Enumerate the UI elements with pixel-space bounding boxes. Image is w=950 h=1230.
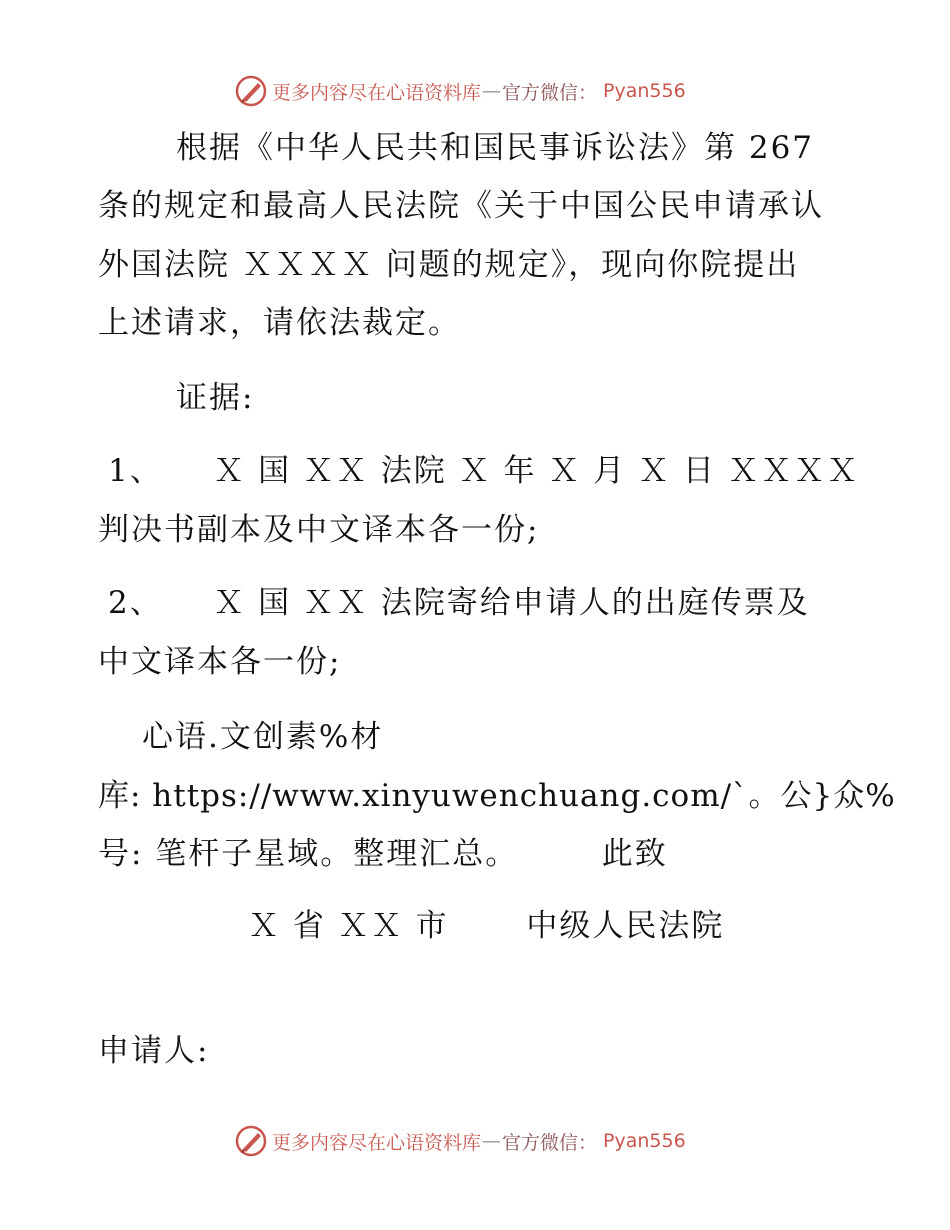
banner-wechat-label: 官方微信： [502, 1131, 598, 1154]
paragraph-line-2: 条的规定和最高人民法院《关于中国公民申请承认 [98, 188, 824, 224]
pen-logo-icon [234, 1124, 268, 1158]
evidence-heading: 证据: [176, 380, 255, 416]
paragraph-line-1: 根据《中华人民共和国民事诉讼法》第 267 [176, 130, 815, 166]
banner-text: 更多内容尽在心语资料库 [272, 1131, 482, 1154]
footer-watermark [234, 1124, 686, 1158]
evidence-item-1-line-2: 判决书副本及中文译本各一份; [98, 512, 540, 548]
paragraph-line-3: 外国法院 ＸＸＸＸ 问题的规定》，现向你院提出 [98, 247, 800, 283]
banner-text: 更多内容尽在心语资料库 [272, 81, 482, 104]
evidence-item-1-line-1: 1、 Ｘ 国 ＸＸ 法院 Ｘ 年 Ｘ 月 Ｘ 日 ＸＸＸＸ [108, 453, 860, 489]
watermark-line-2: 库: https://www.xinyuwenchuang.com/`。公}众% [98, 778, 896, 814]
watermark-line-3-closing: 号: 笔杆子星域。整理汇总。 此致 [98, 836, 668, 872]
evidence-item-2-line-1: 2、 Ｘ 国 ＸＸ 法院寄给申请人的出庭传票及 [108, 585, 810, 621]
banner-wechat-id: Pyan556 [603, 80, 686, 102]
banner-wechat-id: Pyan556 [603, 1130, 686, 1152]
recipient-court: Ｘ 省 ＸＸ 市 中级人民法院 [248, 908, 725, 944]
banner-separator: — [482, 1130, 502, 1152]
watermark-line-1: 心语.文创素%材 [142, 719, 384, 755]
header-watermark [234, 74, 686, 108]
pen-logo-icon [234, 74, 268, 108]
banner-wechat-label: 官方微信： [502, 81, 598, 104]
applicant-label: 申请人: [98, 1033, 210, 1069]
evidence-item-2-line-2: 中文译本各一份; [98, 644, 342, 680]
paragraph-line-4: 上述请求，请依法裁定。 [98, 305, 461, 341]
banner-separator: — [482, 80, 502, 102]
